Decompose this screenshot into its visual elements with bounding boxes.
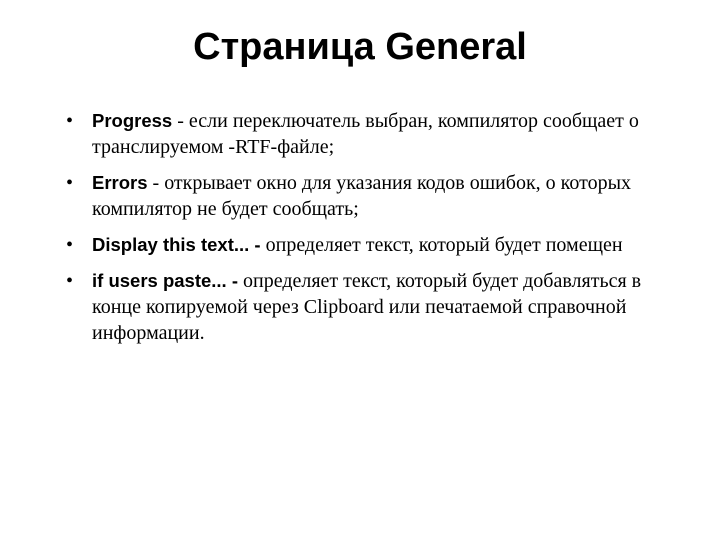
bullet-item-progress <box>62 108 682 160</box>
bullet-term: if users paste... - <box>92 270 238 291</box>
slide-title: Страница General <box>193 26 527 68</box>
bullet-item-users-paste <box>62 268 682 346</box>
bullet-list <box>62 108 682 356</box>
bullet-term: Display this text... - <box>92 234 261 255</box>
bullet-text: определяет текст, который будет добавляться в конце копируемой через Clipboard или печатаемой справочной информации. <box>92 270 642 344</box>
bullet-icon: • <box>66 172 74 194</box>
bullet-icon: • <box>66 234 74 256</box>
bullet-icon: • <box>66 110 74 132</box>
bullet-text: - открывает окно для указания кодов ошибок, о которых компилятор не будет сообщать; <box>92 172 632 220</box>
bullet-text: определяет текст, который будет помещен <box>260 234 623 256</box>
bullet-item-errors <box>62 170 682 222</box>
bullet-term: Progress <box>92 110 173 131</box>
bullet-icon: • <box>66 270 74 292</box>
bullet-item-display-text <box>62 232 682 258</box>
bullet-text: - если переключатель выбран, компилятор сообщает о транслируемом -RTF-файле; <box>92 110 639 158</box>
bullet-term: Errors <box>92 172 148 193</box>
